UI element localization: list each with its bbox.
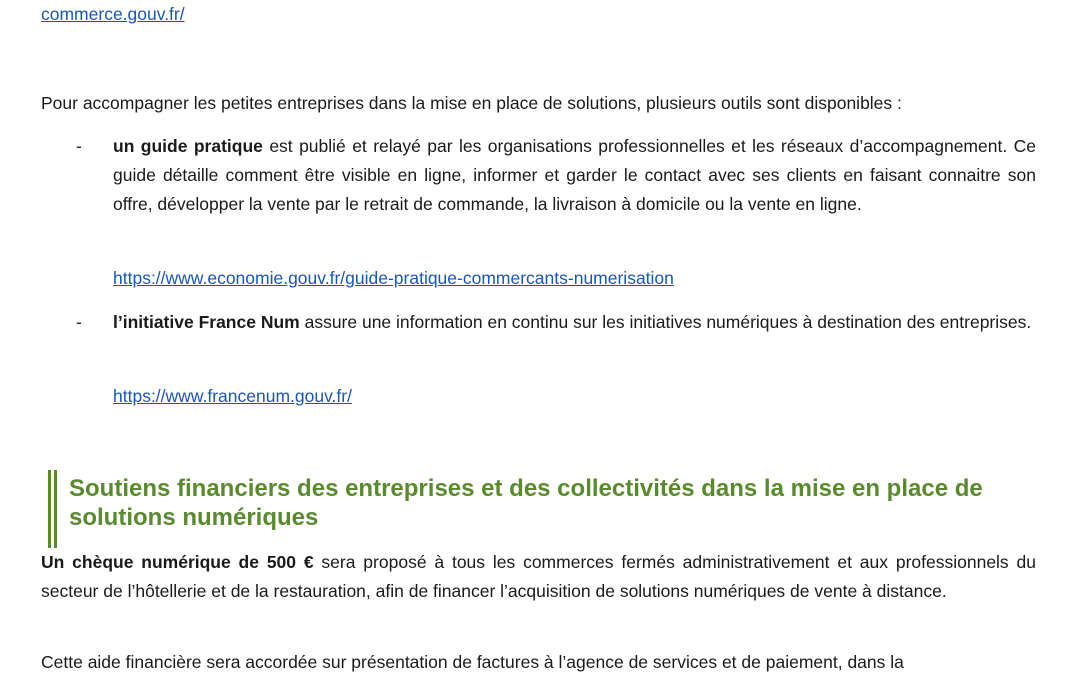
list-item bbox=[41, 308, 1036, 368]
bullet-text bbox=[113, 132, 1036, 219]
heading-bar-right bbox=[54, 470, 57, 548]
cheque-body: sera proposé à tous les commerces fermés administrativement et aux professionnels du secteur de l’hôtellerie et de la restauration, afin de financer l’acquisition de solutions numériques de vente à distance. bbox=[41, 552, 1036, 601]
bullet-bold: l’initiative France Num bbox=[113, 312, 300, 332]
bullet-dash: - bbox=[76, 136, 82, 156]
intro-paragraph: Pour accompagner les petites entreprises dans la mise en place de solutions, plusieurs outils sont disponibles : bbox=[41, 93, 902, 113]
aid-paragraph: Cette aide financière sera accordée sur présentation de factures à l’agence de services et de paiement, dans la bbox=[41, 652, 904, 672]
bullet-body: assure une information en continu sur les initiatives numériques à destination des entreprises. bbox=[299, 312, 1032, 332]
cheque-bold: Un chèque numérique de 500 € bbox=[41, 552, 314, 572]
bullet-body: est publié et relayé par les organisations professionnelles et les réseaux d’accompagnement. Ce guide détaille comment être visible en ligne, informer et garder le contact avec ses clients en faisant connaitre son offre, développer la vente par le retrait de commande, la livraison à domicile ou la vente en ligne. bbox=[113, 136, 1036, 214]
section-heading bbox=[48, 470, 1038, 548]
bullet-dash: - bbox=[76, 312, 82, 332]
heading-text: Soutiens financiers des entreprises et des collectivités dans la mise en place de solutions numériques bbox=[69, 475, 983, 531]
list-item bbox=[41, 132, 1036, 252]
bullet-bold: un guide pratique bbox=[113, 136, 263, 156]
heading-bar-left bbox=[48, 470, 51, 548]
bullet-text bbox=[113, 308, 1036, 337]
guide-pratique-link[interactable]: https://www.economie.gouv.fr/guide-pratique-commercants-numerisation bbox=[113, 268, 674, 288]
francenum-link[interactable]: https://www.francenum.gouv.fr/ bbox=[113, 386, 352, 406]
commerce-link[interactable]: commerce.gouv.fr/ bbox=[41, 4, 185, 24]
cheque-paragraph bbox=[41, 548, 1036, 606]
